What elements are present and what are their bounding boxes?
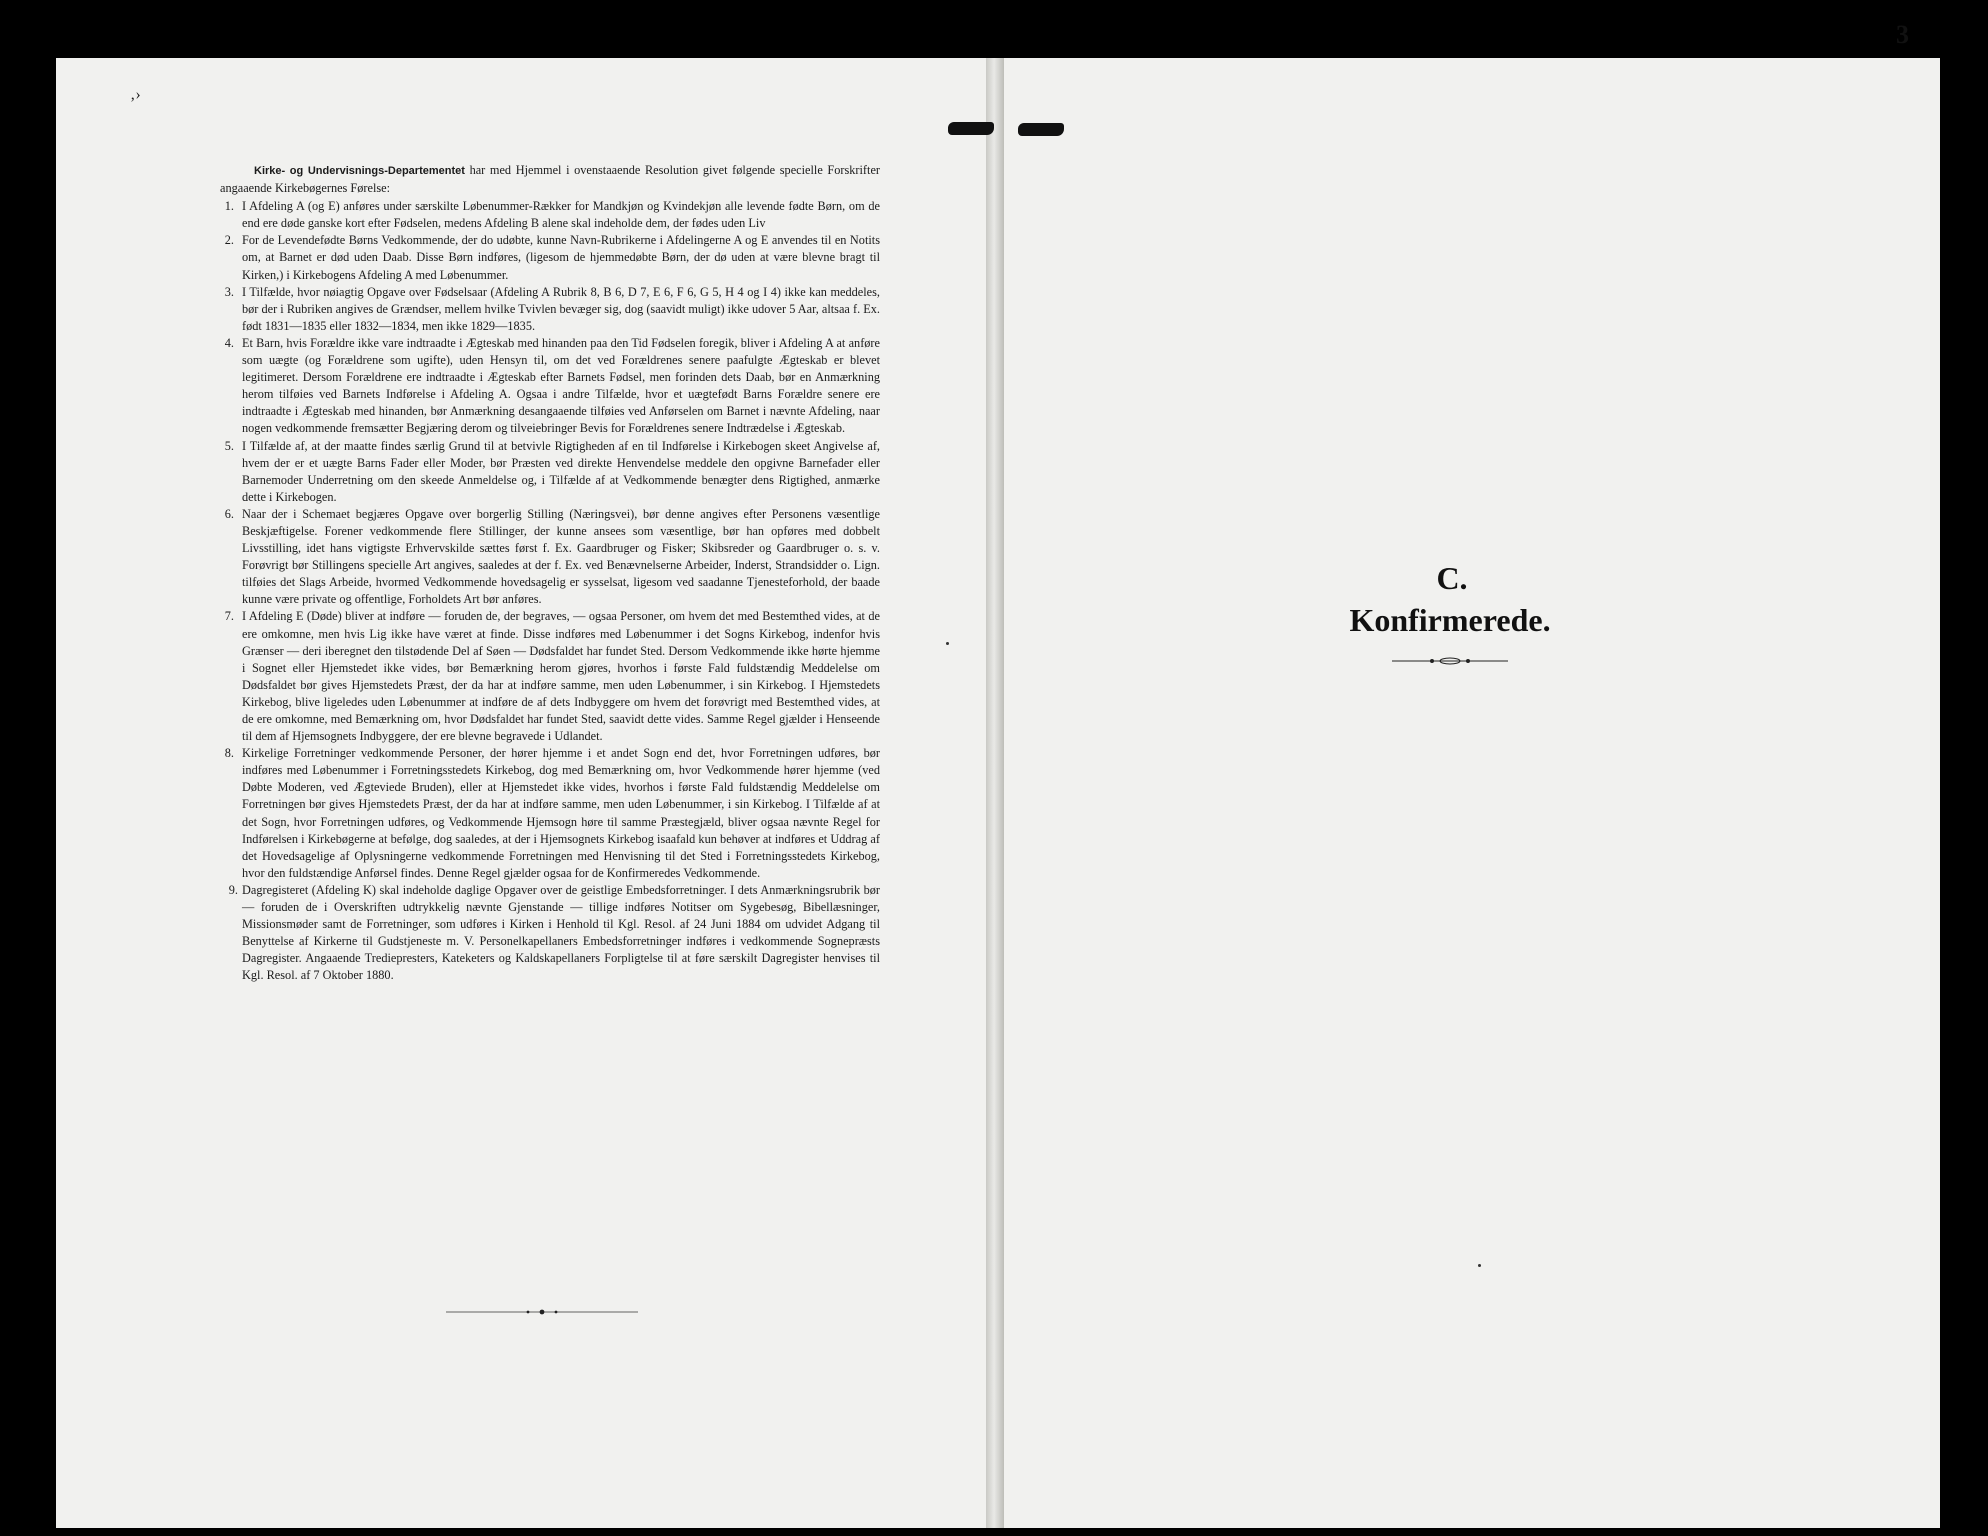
regulation-item — [220, 745, 880, 882]
regulation-number: 7. — [224, 609, 234, 624]
regulation-item — [220, 608, 880, 745]
regulation-item — [220, 284, 880, 335]
book-spine — [986, 58, 1004, 1528]
binding-clip-left — [948, 122, 994, 135]
regulation-number: 4. — [224, 335, 234, 350]
speck — [1478, 1264, 1481, 1267]
regulation-text: Et Barn, hvis Forældre ikke vare indtraadte i Ægteskab med hinanden paa den Tid Fødselen foregik, bliver i Afdeling A at anføre som uægte (og Forældrene som ugifte), uden Hensyn til, om det ved Forældrenes senere paafulgte Ægteskab er blevet legitimeret. Dersom Forældrene ere indtraadte i Ægteskab efter Barnets Fødsel, men forinden dets Daab, bør en Anmærkning herom tilføies ved Barnets Indførelse i Afdeling A. Ogsaa i andre Tilfælde, hvor et uægtefødt Barns Forældre senere ere indtraadte i Ægteskab med hinanden, bør Anmærkning desangaaende tilføies ved Anførselen om Barnet i nævnte Afdeling, naar nogen vedkommende fremsætter Begjæring derom og tilveiebringer Bevis for Forældrenes senere Indtrædelse i Ægteskab. — [242, 335, 880, 436]
regulation-number: 6. — [224, 506, 234, 521]
intro-heading: Kirke- og Undervisnings-Departementet — [254, 165, 465, 177]
regulation-text: Naar der i Schemaet begjæres Opgave over borgerlig Stilling (Næringsvei), bør denne angives efter Personens væsentlige Beskjæftigelse. Forener vedkommende flere Stillinger, der kunne ansees som væsentlige, bør han opføres med dobbelt Livsstilling, idet hans vigtigste Erhvervskilde sættes først f. Ex. Gaardbruger og Fisker; Skibsreder og Gaardbruger o. s. v. Forøvrigt bør Stillingens specielle Art angives, saaledes at der f. Ex. ved Benævnelserne Arbeider, Inderst, Strandsidder o. Lign. tilføies det Slags Arbeide, hvormed Vedkommende hovedsagelig er sysselsat, ligesom ved saadanne Tjenesteforhold, der baade kunne være private og offentlige, Forholdets Art bør anføres. — [242, 506, 880, 607]
intro-paragraph — [220, 162, 880, 197]
regulation-item — [220, 198, 880, 232]
regulation-number: 9. — [228, 882, 238, 897]
regulation-item — [220, 335, 880, 438]
regulation-number: 2. — [224, 233, 234, 248]
regulation-item — [220, 438, 880, 506]
regulation-number: 3. — [224, 284, 234, 299]
regulation-number: 5. — [224, 438, 234, 453]
regulation-text: I Afdeling E (Døde) bliver at indføre — foruden de, der begraves, — ogsaa Personer, om hvem det med Bestemthed vides, at de ere omkomne, men hvis Lig ikke have været at finde. Disse indføres med Løbenummer i det Sogns Kirkebog, indenfor hvis Grænser — deri iberegnet den tilstødende Del af Søen — Dødsfaldet har fundet Sted. Dersom Vedkommende ikke hørte hjemme i Sognet eller Hjemstedet ikke vides, bør Bemærkning herom gjøres, hvorhos i første Fald fuldstændig Meddelelse om Dødsfaldet bør gives Hjemstedets Præst, der da har at indføre samme, men uden Løbenummer, i sin Kirkebog. I Hjemstedets Kirkebog, blive ligeledes uden Løbenummer at indføre de af dets Indbyggere om hvem det forøvrigt med Bestemthed vides, at de ere omkomne, med Bemærkning om, hvor Dødsfaldet har fundet Sted, saavidt dette vides. Samme Regel gjælder i Henseende til dem af Hjemsognets Indbyggere, der ere blevne begravede i Udlandet. — [242, 609, 880, 744]
regulation-item — [220, 506, 880, 609]
regulation-text: I Afdeling A (og E) anføres under særskilte Løbenummer-Rækker for Mandkjøn og Kvindekjøn alle levende fødte Børn, om de end ere døde ganske kort efter Fødselen, medens Afdeling B alene skal indeholde dem, der fødes uden Liv — [242, 199, 880, 231]
regulation-item — [220, 232, 880, 283]
regulation-text: I Tilfælde af, at der maatte findes særlig Grund til at betvivle Rigtigheden af en til Indførelse i Kirkebogen skeet Angivelse af, hvem der er et uægte Barns Fader eller Moder, bør Præsten ved direkte Henvendelse meddele den opgivne Barnefader eller Barnemoder Underretning om den skeede Anmeldelse og, i Tilfælde af at Vedkommende benægter dens Rigtighed, anmærke dette i Kirkebogen. — [242, 438, 880, 504]
regulation-text: I Tilfælde, hvor nøiagtig Opgave over Fødselsaar (Afdeling A Rubrik 8, B 6, D 7, E 6, F 6, G 5, H 4 og I 4) ikke kan meddeles, bør der i Rubriken angives de Grændser, mellem hvilke Tvivlen bevæger sig, dog (saavidt muligt) ikke udover 5 Aar, altsaa f. Ex. født 1831—1835 eller 1832—1834, men ikke 1829—1835. — [242, 284, 880, 333]
speck — [946, 642, 949, 645]
regulation-text: Dagregisteret (Afdeling K) skal indeholde daglige Opgaver over de geistlige Embedsforretninger. I dets Anmærkningsrubrik bør — foruden de i Overskriften udtrykkelig nævnte Gjenstande — tillige indføres Notitser om Sygebesøg, Bibellæsninger, Missionsmøder samt de Forretninger, som udføres i Kirken i Henhold til Kgl. Resol. af 24 Juni 1884 om udvidet Adgang til Benyttelse af Kirkerne til Gudstjeneste m. V. Personelkapellaners Embedsforretninger indføres i vedkommende Sognepræsts Dagregister. Angaaende Trediepresters, Kateketers og Kaldskapellaners Forpligtelse til at føre særskilt Dagregister henvises til Kgl. Resol. af 7 Oktober 1880. — [242, 882, 880, 983]
regulation-item — [220, 882, 880, 985]
section-ornament — [1392, 656, 1508, 666]
regulation-list — [220, 198, 880, 984]
regulation-number: 8. — [224, 746, 234, 761]
right-page — [1004, 58, 1940, 1528]
page-number: 3 — [1896, 20, 1909, 49]
regulation-text: Kirkelige Forretninger vedkommende Personer, der hører hjemme i et andet Sogn end det, hvor Forretningen udføres, bør indføres med Løbenummer i Forretningsstedets Kirkebog, dog med Bemærkning om, hvor Vedkommende hører hjemme (ved Døbte Moderen, ved Ægteviede Bruden), eller at Hjemstedet ikke vides, hvorhos i første Fald fuldstændig Meddelelse om Forretningen bør gives Hjemstedets Præst, der da har at indføre samme, men uden Løbenummer, i sin Kirkebog. I Tilfælde af at det Sogn, hvor Forretningen udføres, og Vedkommende Hjemsogn høre til samme Præstegjæld, bliver ogsaa nævnte Regel for Indførelsen i Kirkebøgerne at befølge, dog saaledes, at der i Hjemsognets Kirkebog isaafald kun behøver at indføres et Uddrag af det Hovedsagelige af Oplysningerne vedkommende Forretningen med Henvisning til det Sted i Forretningsstedets Kirkebog, hvor den fuldstændige Anførsel findes. Denne Regel gjælder ogsaa for de Konfirmeredes Vedkommende. — [242, 746, 880, 880]
regulation-number: 1. — [224, 199, 234, 214]
margin-mark: ‚› — [130, 86, 141, 103]
regulation-text: For de Levendefødte Børns Vedkommende, der do udøbte, kunne Navn-Rubrikerne i Afdelingerne A og E anvendes til en Notits om, at Barnet er død uden Daab. Disse Børn indføres, (ligesom de hjemmedøbte Børn, der dø uden at være blevne bragt til Kirken,) i Kirkebogens Afdeling A med Løbenummer. — [242, 233, 880, 282]
binding-clip-right — [1018, 123, 1064, 136]
section-letter: C. — [1436, 560, 1468, 596]
left-page-ornament — [446, 1308, 638, 1316]
regulations-text — [220, 162, 880, 985]
intro-text: har med Hjemmel i ovenstaaende Resolution givet følgende specielle Forskrifter angaaende Kirkebøgernes Førelse: — [220, 163, 881, 196]
section-title: Konfirmerede. — [1349, 602, 1551, 638]
